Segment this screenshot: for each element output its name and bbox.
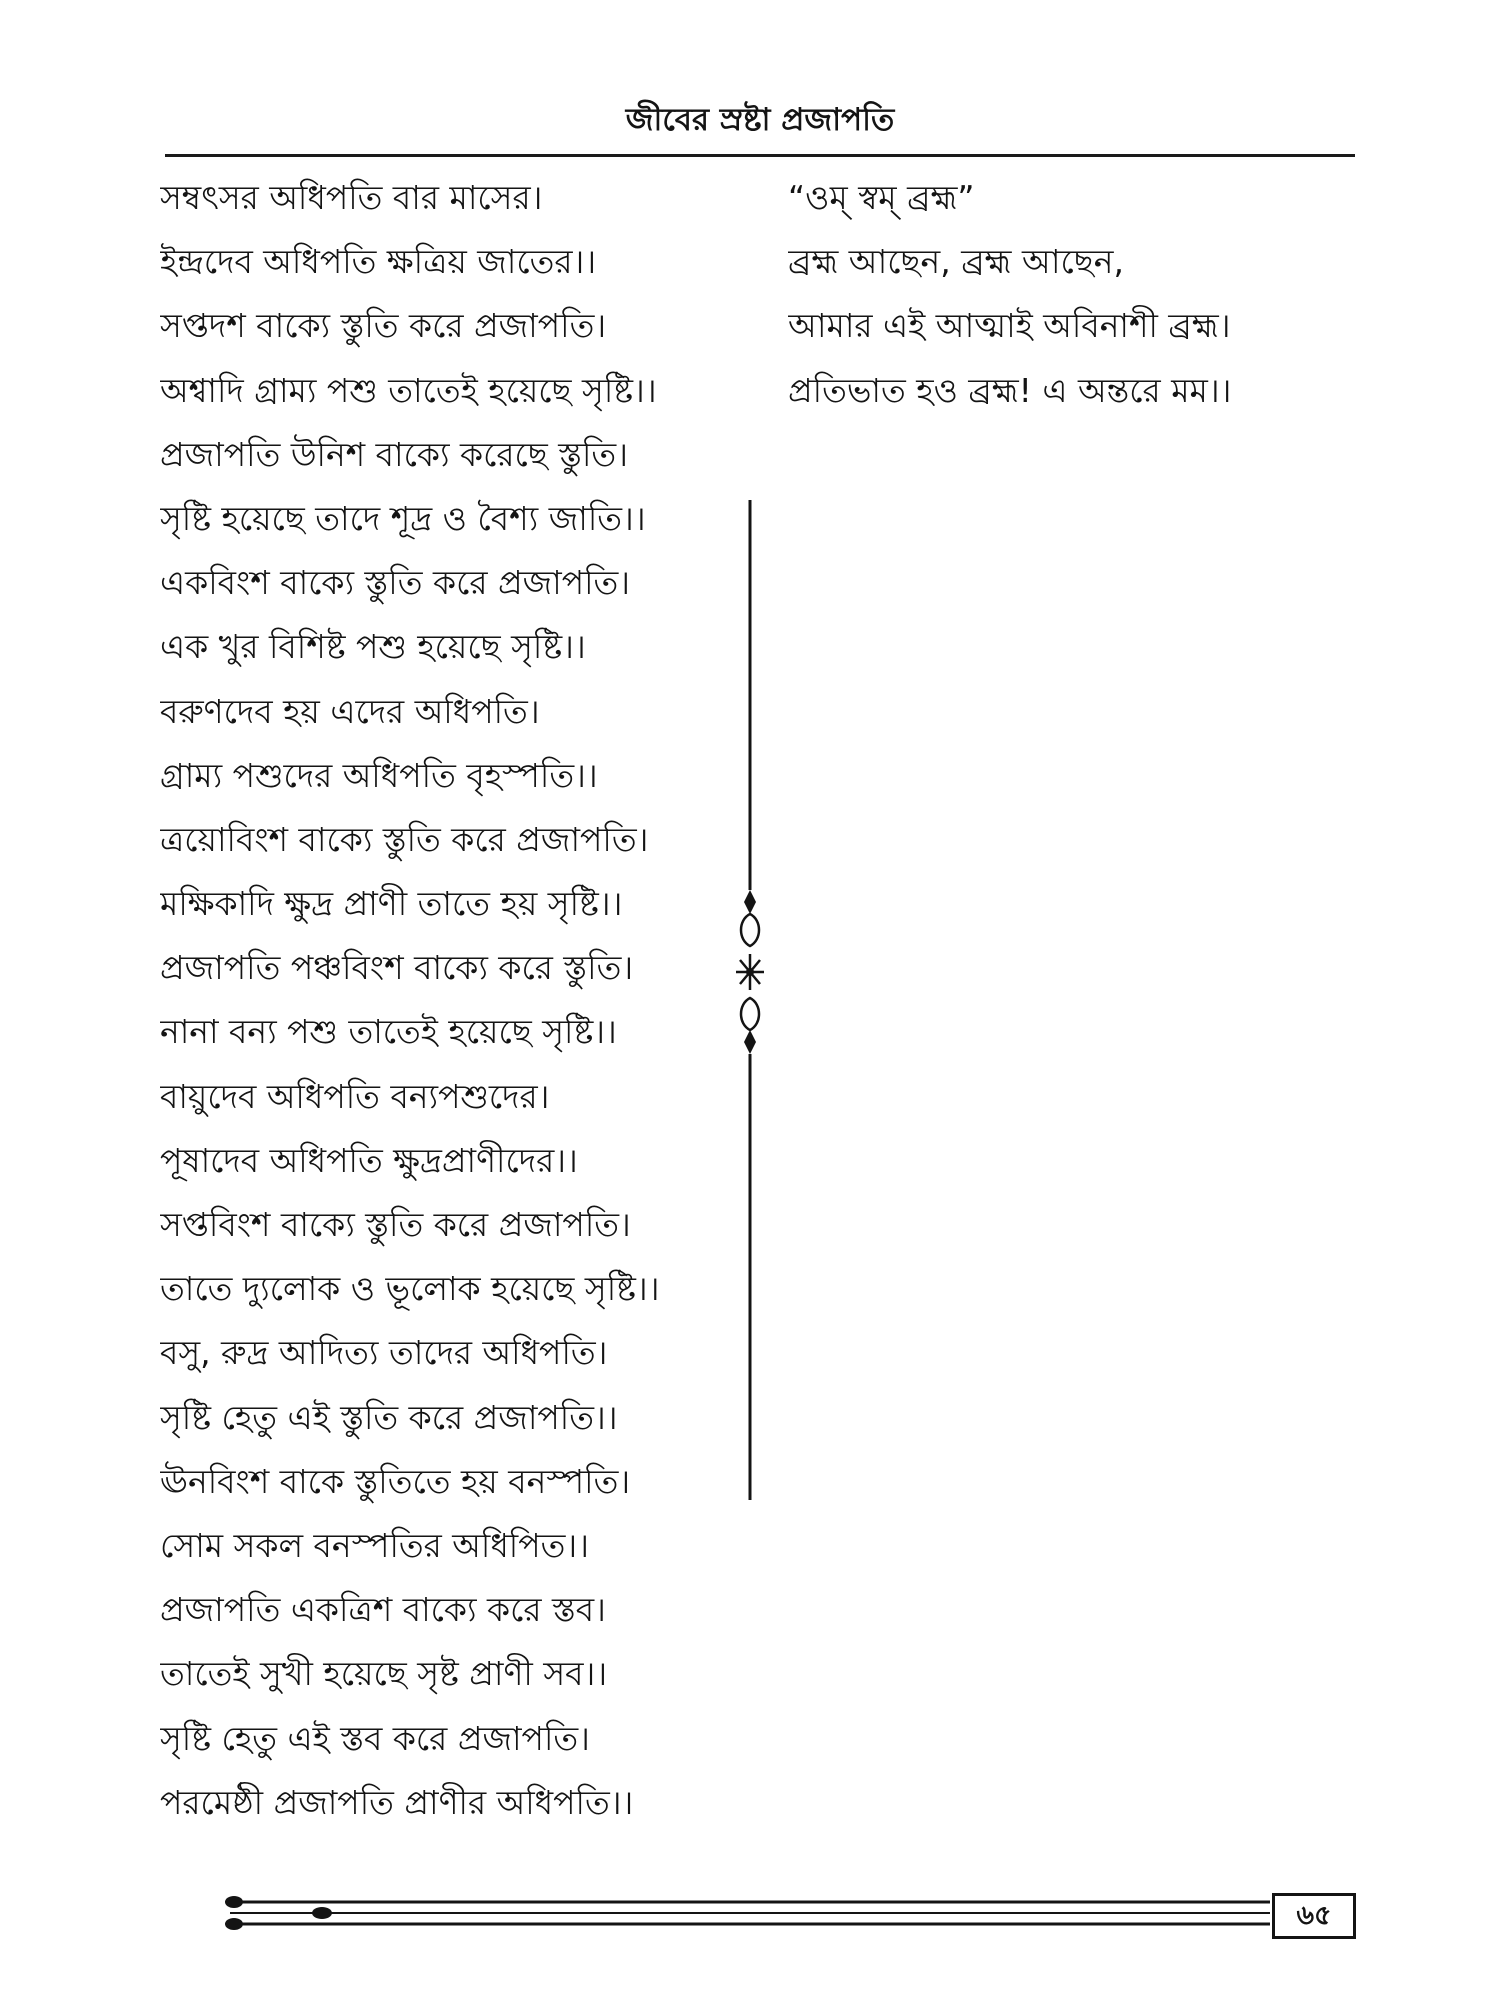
verse-line: সোম সকল বনস্পতির অধিপিত।। — [160, 1525, 590, 1565]
verse-line: ইন্দ্রদেব অধিপতি ক্ষত্রিয় জাতের।। — [160, 242, 597, 282]
verse-line: নানা বন্য পশু তাতেই হয়েছে সৃষ্টি।। — [160, 1012, 617, 1052]
verse-line: সৃষ্টি হেতু এই স্তুতি করে প্রজাপতি।। — [160, 1397, 618, 1437]
verse-line: বরুণদেব হয় এদের অধিপতি। — [160, 691, 540, 731]
verse-line: সৃষ্টি হেতু এই স্তব করে প্রজাপতি। — [160, 1718, 590, 1758]
mantra-line: আমার এই আত্মাই অবিনাশী ব্রহ্ম। — [788, 306, 1231, 346]
mantra-line: “ওম্ স্বম্ ব্রহ্ম” — [788, 178, 975, 217]
page-number: ৬৫ — [1272, 1893, 1356, 1939]
verse-line: সপ্তদশ বাক্যে স্তুতি করে প্রজাপতি। — [160, 306, 607, 346]
verse-line: প্রজাপতি পঞ্চবিংশ বাক্যে করে স্তুতি। — [160, 948, 634, 988]
verse-line: মক্ষিকাদি ক্ষুদ্র প্রাণী তাতে হয় সৃষ্টি।। — [160, 884, 623, 924]
page-header-title: জীবের স্রষ্টা প্রজাপতি — [625, 102, 895, 138]
verse-line: বসু, রুদ্র আদিত্য তাদের অধিপতি। — [160, 1333, 608, 1373]
verse-line: অশ্বাদি গ্রাম্য পশু তাতেই হয়েছে সৃষ্টি।। — [160, 370, 657, 410]
verse-line: পরমেষ্ঠী প্রজাপতি প্রাণীর অধিপতি।। — [160, 1782, 634, 1822]
left-verse-column — [160, 166, 740, 1835]
ornamental-column-divider — [730, 500, 770, 1500]
footer-ornament-rule — [222, 1888, 1272, 1938]
verse-line: সম্বৎসর অধিপতি বার মাসের। — [160, 178, 543, 217]
verse-line: প্রজাপতি একত্রিশ বাক্যে করে স্তব। — [160, 1590, 606, 1630]
verse-line: বায়ুদেব অধিপতি বন্যপশুদের। — [160, 1076, 550, 1116]
verse-line: প্রজাপতি উনিশ বাক্যে করেছে স্তুতি। — [160, 434, 628, 474]
header-rule — [165, 154, 1355, 157]
verse-line: ত্রয়োবিংশ বাক্যে স্তুতি করে প্রজাপতি। — [160, 819, 649, 859]
mantra-line: ব্রহ্ম আছেন, ব্রহ্ম আছেন, — [788, 242, 1124, 282]
verse-line: এক খুর বিশিষ্ট পশু হয়েছে সৃষ্টি।। — [160, 627, 586, 667]
verse-line: পূষাদেব অধিপতি ক্ষুদ্রপ্রাণীদের।। — [160, 1140, 578, 1180]
verse-line: তাতেই সুখী হয়েছে সৃষ্ট প্রাণী সব।। — [160, 1654, 608, 1694]
verse-line: তাতে দ্যুলোক ও ভূলোক হয়েছে সৃষ্টি।। — [160, 1269, 660, 1309]
verse-line: সপ্তবিংশ বাক্যে স্তুতি করে প্রজাপতি। — [160, 1205, 631, 1244]
verse-line: সৃষ্টি হয়েছে তাদে শূদ্র ও বৈশ্য জাতি।। — [160, 498, 646, 538]
right-mantra-column — [788, 166, 1348, 423]
verse-line: একবিংশ বাক্যে স্তুতি করে প্রজাপতি। — [160, 563, 631, 603]
mantra-line: প্রতিভাত হও ব্রহ্ম! এ অন্তরে মম।। — [788, 370, 1232, 410]
verse-line: ঊনবিংশ বাকে স্তুতিতে হয় বনস্পতি। — [160, 1461, 631, 1501]
verse-line: গ্রাম্য পশুদের অধিপতি বৃহস্পতি।। — [160, 755, 598, 795]
